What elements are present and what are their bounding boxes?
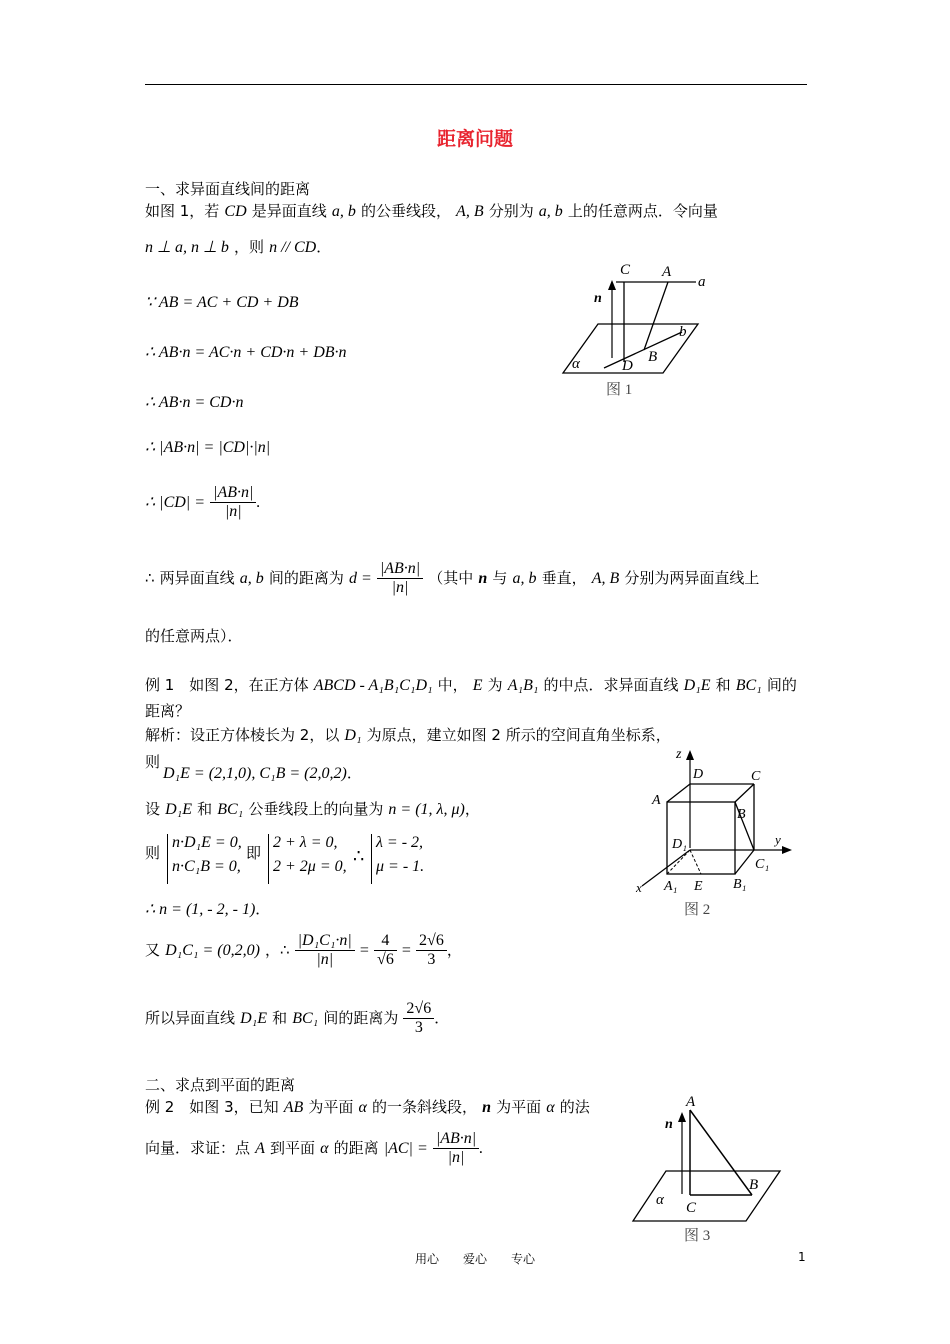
label-alpha: α: [656, 1192, 664, 1208]
z-arrowhead: [686, 750, 694, 760]
label-n: n: [665, 1117, 673, 1132]
footer-text: 用心 爱心 专心: [414, 1252, 535, 1266]
label-A: A: [686, 1094, 696, 1110]
vector-line: D₁E = (2,1,0), C₁B = (2,0,2)．: [163, 764, 362, 782]
normal-arrowhead: [678, 1112, 686, 1122]
segment-D1E: [690, 850, 701, 874]
label-B: B: [648, 349, 658, 365]
final-answer: 所以异面直线 D₁E 和 BC₁ 间的距离为 $\frac{2√6}{3}$ ．: [145, 1000, 450, 1036]
label-B: B: [749, 1177, 759, 1193]
label-b: b: [679, 324, 687, 340]
example2-line1: 例 2 如图 3，已知 AB 为平面 α 的一条斜线段， n 为平面 α 的法: [145, 1098, 590, 1116]
header-rule: [145, 84, 807, 85]
equation-5: ∴ |CD| = $\frac{|AB\cdot n|}{|n|}$ .: [145, 484, 261, 520]
label-D: D: [693, 767, 704, 782]
solution-line: 解析：设正方体棱长为 2，以 D₁ 为原点，建立如图 2 所示的空间直角坐标系，: [145, 726, 671, 744]
system-1: n·D₁E = 0, n·C₁B = 0,: [167, 834, 242, 884]
label-D1: D₁: [672, 837, 687, 852]
edge-B1C1: [735, 850, 754, 874]
label-C: C: [620, 262, 631, 278]
example1-line1: 例 1 如图 2，在正方体 ABCD - A₁B₁C₁D₁ 中， E 为 A₁B₁ 的中点．求异面直线 D₁E 和 BC₁ 间的: [145, 676, 797, 694]
normal-arrowhead: [608, 280, 616, 290]
label-A1: A₁: [664, 879, 678, 894]
label-alpha: α: [572, 356, 580, 372]
equation-4: ∴ |AB·n| = |CD|·|n|: [145, 439, 271, 456]
label-C1: C₁: [755, 857, 770, 872]
figure-3-caption: 图 3: [684, 1228, 711, 1244]
segment-AB: [690, 1110, 752, 1195]
conclusion-line: ∴ 两异面直线 a, b 间的距离为 d = $\frac{|AB\cdot n|}{|n|}$ （其中 n 与 a, b 垂直， A, B 分别为两异面直线上: [145, 560, 760, 596]
section1-heading: 一、求异面直线间的距离: [145, 180, 311, 198]
page-title: 距离问题: [436, 128, 513, 150]
figure-1-caption: 图 1: [606, 382, 633, 398]
label-x: x: [636, 880, 642, 895]
system-2: 2 + λ = 0, 2 + 2μ = 0,: [268, 834, 347, 884]
label-C: C: [751, 769, 761, 784]
section1-line2: n ⊥ a, n ⊥ b ，则 n // CD．: [145, 238, 332, 256]
section2-heading: 二、求点到平面的距离: [145, 1076, 296, 1094]
equation-3: ∴ AB·n = CD·n: [145, 394, 244, 411]
figure-2-caption: 图 2: [684, 902, 711, 918]
distance-calc: 又 D₁C₁ = (0,2,0) ，∴ $\frac{\text{|D₁C₁·n|}}{|n|}$ = $\frac{4}{√6}$ = $\frac{2√6}{3}$ ，: [145, 932, 462, 968]
label-D: D: [622, 358, 633, 374]
section1-line1: 如图 1，若 CD 是异面直线 a, b 的公垂线段， A, B 分别为 a, b 上的任意两点．令向量: [145, 202, 718, 220]
edge-AD: [667, 784, 690, 802]
example2-line2: 向量．求证：点 A 到平面 α 的距离 |AC| = $\frac{|AB\cdot n|}{|n|}$ .: [145, 1130, 484, 1166]
label-B1: B₁: [733, 877, 747, 892]
label-a: a: [698, 274, 706, 290]
label-C: C: [686, 1200, 697, 1216]
let-line: 设 D₁E 和 BC₁ 公垂线段上的向量为 n = (1, λ, μ)，: [145, 800, 480, 818]
system-3: λ = - 2, μ = - 1.: [371, 834, 424, 884]
edge-A1D1: [667, 850, 690, 874]
edge-BC: [735, 784, 754, 802]
n-result: ∴ n = (1, - 2, - 1)．: [145, 900, 271, 918]
conclusion-line-2: 的任意两点）．: [145, 627, 243, 645]
figure-1: [558, 258, 718, 403]
example1-line2: 距离？: [145, 702, 191, 720]
page-number: 1: [798, 1250, 806, 1264]
figure-3: [628, 1094, 788, 1246]
label-A: A: [662, 264, 672, 280]
then-label: 则: [145, 753, 161, 771]
label-E: E: [694, 879, 703, 894]
label-n: n: [594, 291, 602, 306]
y-arrowhead: [782, 846, 792, 854]
equation-1: ∵ AB = AC + CD + DB: [145, 294, 299, 311]
label-z: z: [676, 747, 682, 762]
figure-2: [630, 742, 795, 922]
equation-2: ∴ AB·n = AC·n + CD·n + DB·n: [145, 344, 347, 361]
label-y: y: [775, 832, 781, 847]
label-B: B: [737, 807, 746, 822]
label-A: A: [652, 793, 661, 808]
